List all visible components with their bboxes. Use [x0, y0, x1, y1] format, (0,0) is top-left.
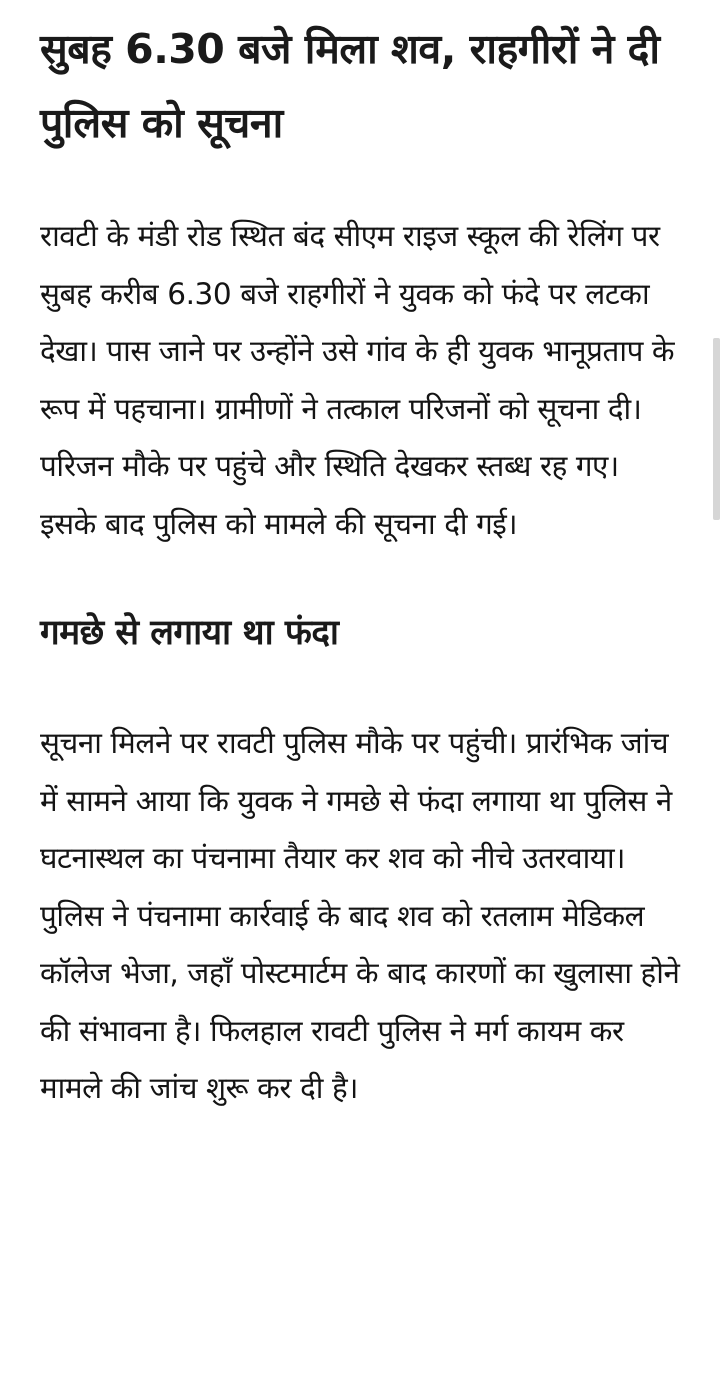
section-heading-body-found: सुबह 6.30 बजे मिला शव, राहगीरों ने दी पुलिस को सूचना	[40, 25, 660, 147]
article-body	[40, 12, 680, 1118]
section-heading-noose: गमछे से लगाया था फंदा	[40, 613, 339, 653]
scrollbar-thumb[interactable]	[713, 338, 720, 520]
paragraph-incident: रावटी के मंडी रोड स्थित बंद सीएम राइज स्कूल की रेलिंग पर सुबह करीब 6.30 बजे राहगीरों ने युवक को फंदे पर लटका देखा। पास जाने पर उन्होंने उसे गांव के ही युवक भानूप्रताप के रूप में पहचाना। ग्रामीणों ने तत्काल परिजनों को सूचना दी। परिजन मौके पर पहुंचे और स्थिति देखकर स्तब्ध रह गए। इसके बाद पुलिस को मामले की सूचना दी गई।	[40, 219, 675, 541]
paragraph-investigation: सूचना मिलने पर रावटी पुलिस मौके पर पहुंची। प्रारंभिक जांच में सामने आया कि युवक ने गमछे से फंदा लगाया था पुलिस ने घटनास्थल का पंचनामा तैयार कर शव को नीचे उतरवाया।पुलिस ने पंचनामा कार्रवाई के बाद शव को रतलाम मेडिकल कॉलेज भेजा, जहाँ पोस्टमार्टम के बाद कारणों का खुलासा होने की संभावना है। फिलहाल रावटी पुलिस ने मर्ग कायम कर मामले की जांच शुरू कर दी है।	[40, 726, 680, 1105]
